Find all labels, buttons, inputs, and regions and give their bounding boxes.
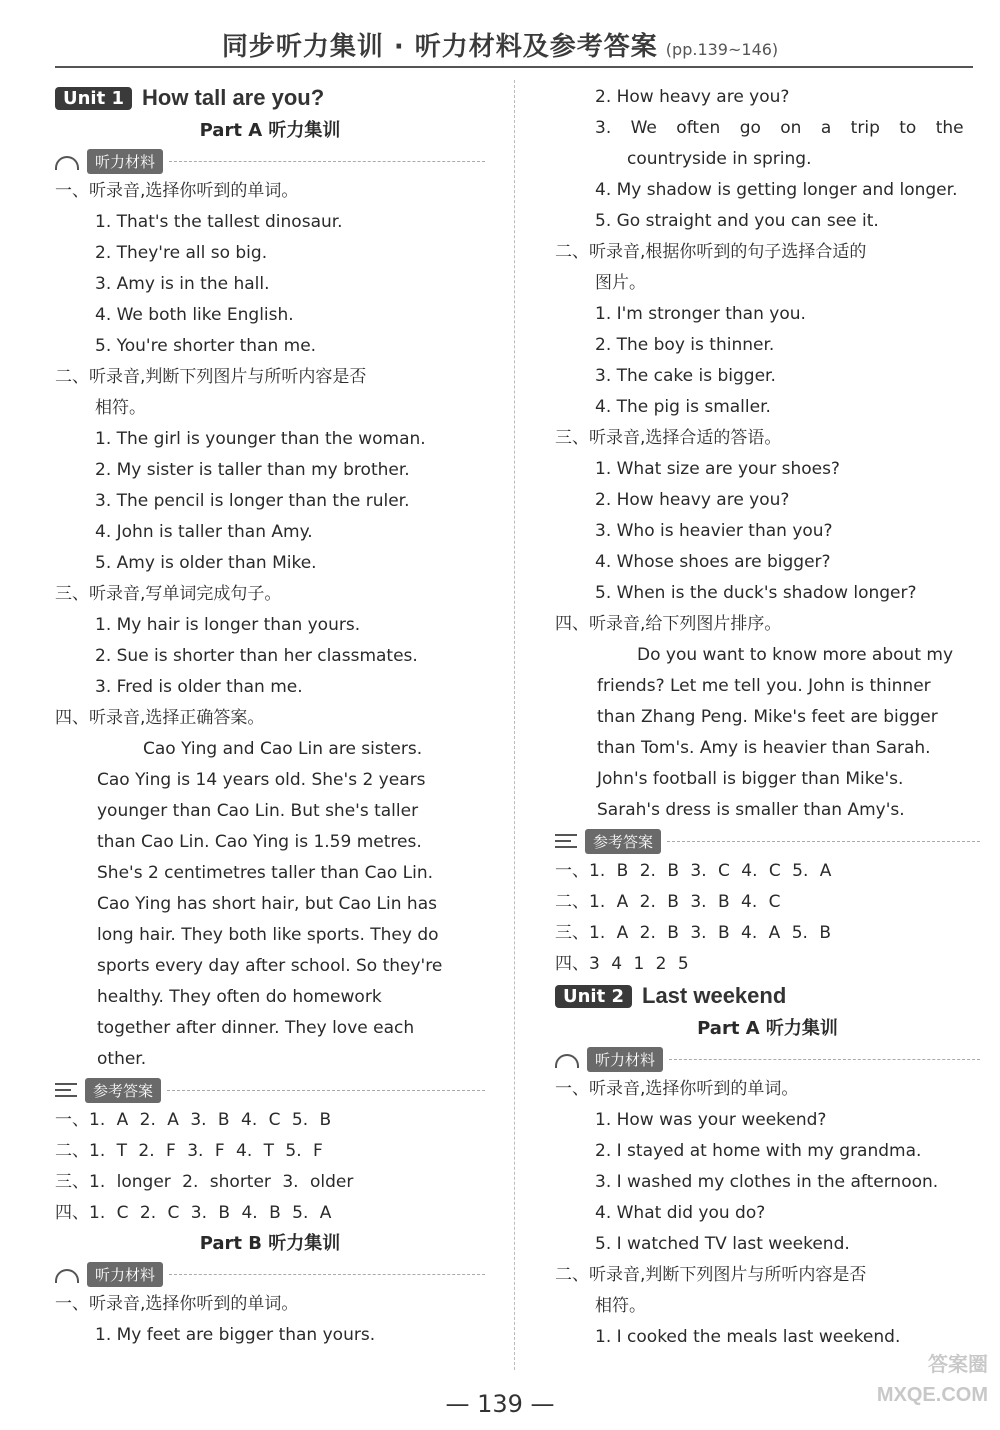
list-item: 1. That's the tallest dinosaur. [95, 212, 343, 232]
passage-line: younger than Cao Lin. But she's taller [97, 801, 419, 821]
material-tag-label: 听力材料 [87, 149, 163, 174]
list-item: 4. Whose shoes are bigger? [595, 552, 831, 572]
answer-row: 二、1. A 2. B 3. B 4. C [555, 892, 781, 912]
passage-line: Do you want to know more about my [637, 645, 954, 665]
answer-row: 二、1. T 2. F 3. F 4. T 5. F [55, 1141, 323, 1161]
passage-line: Cao Ying is 14 years old. She's 2 years [97, 770, 426, 790]
material-tag [55, 146, 485, 176]
headphones-icon [55, 156, 79, 170]
list-item: 3. Who is heavier than you? [595, 521, 833, 541]
list-item: 5. Go straight and you can see it. [595, 211, 879, 231]
unit1-heading [55, 82, 485, 114]
material-tag-label: 听力材料 [587, 1047, 663, 1072]
list-item: 5. When is the duck's shadow longer? [595, 583, 917, 603]
list-item: 2. Sue is shorter than her classmates. [95, 646, 418, 666]
material-tag-label: 听力材料 [87, 1262, 163, 1287]
question-heading: 四、听录音,给下列图片排序。 [555, 614, 782, 634]
passage-line: sports every day after school. So they're [97, 956, 443, 976]
page-number: — 139 — [445, 1390, 555, 1418]
list-item: 2. How heavy are you? [595, 490, 790, 510]
passage-line: Sarah's dress is smaller than Amy's. [597, 800, 905, 820]
list-item: 2. I stayed at home with my grandma. [595, 1141, 922, 1161]
unit1-part-a-title: Part A 听力集训 [199, 120, 341, 141]
list-item: 4. My shadow is getting longer and longer. [595, 180, 958, 200]
unit2-part-a-title: Part A 听力集训 [697, 1018, 838, 1039]
left-column [55, 82, 485, 1351]
answer-row: 三、1. longer 2. shorter 3. older [55, 1172, 354, 1192]
list-item-cont: countryside in spring. [627, 149, 812, 169]
passage-line: than Tom's. Amy is heavier than Sarah. [597, 738, 931, 758]
list-item: 1. I'm stronger than you. [595, 304, 806, 324]
list-item: 2. How heavy are you? [595, 87, 790, 107]
answer-row: 一、1. A 2. A 3. B 4. C 5. B [55, 1110, 332, 1130]
unit2-title: Last weekend [642, 983, 787, 1008]
unit1-title: How tall are you? [142, 85, 325, 110]
passage-line: Cao Ying has short hair, but Cao Lin has [97, 894, 437, 914]
question-heading: 三、听录音,选择合适的答语。 [555, 428, 782, 448]
passage-line: than Zhang Peng. Mike's feet are bigger [597, 707, 938, 727]
question-heading-cont: 图片。 [595, 273, 646, 293]
headphones-icon [55, 1269, 79, 1283]
list-item: 2. The boy is thinner. [595, 335, 775, 355]
question-heading: 三、听录音,写单词完成句子。 [55, 584, 282, 604]
answer-tag [555, 826, 980, 856]
unit2-badge: Unit 2 [555, 985, 632, 1008]
question-heading: 二、听录音,判断下列图片与所听内容是否 [55, 367, 367, 387]
column-divider [514, 80, 515, 1370]
list-item: 3. The cake is bigger. [595, 366, 776, 386]
passage-line: together after dinner. They love each [97, 1018, 415, 1038]
list-icon [55, 1083, 77, 1097]
answer-row: 四、1. C 2. C 3. B 4. B 5. A [55, 1203, 332, 1223]
list-item: 2. My sister is taller than my brother. [95, 460, 410, 480]
material-tag [555, 1044, 980, 1074]
list-item: 3. Amy is in the hall. [95, 274, 270, 294]
answer-tag-label: 参考答案 [585, 829, 661, 854]
header-title: 同步听力集训 · 听力材料及参考答案 [221, 32, 658, 62]
list-item: 5. I watched TV last weekend. [595, 1234, 850, 1254]
list-item: 1. What size are your shoes? [595, 459, 840, 479]
material-tag [55, 1259, 485, 1289]
right-column [555, 82, 980, 1353]
header-rule [55, 66, 973, 68]
unit2-heading [555, 980, 980, 1012]
question-heading: 一、听录音,选择你听到的单词。 [55, 181, 299, 201]
answer-tag [55, 1075, 485, 1105]
passage-line: long hair. They both like sports. They do [97, 925, 439, 945]
unit1-badge: Unit 1 [55, 87, 132, 110]
list-item: 4. We both like English. [95, 305, 294, 325]
list-item: 1. I cooked the meals last weekend. [595, 1327, 901, 1347]
question-heading: 四、听录音,选择正确答案。 [55, 708, 265, 728]
list-icon [555, 834, 577, 848]
question-heading: 一、听录音,选择你听到的单词。 [555, 1079, 799, 1099]
question-heading-cont: 相符。 [95, 398, 146, 418]
list-item: 1. My feet are bigger than yours. [95, 1325, 376, 1345]
answer-row: 三、1. A 2. B 3. B 4. A 5. B [555, 923, 831, 943]
list-item: 1. My hair is longer than yours. [95, 615, 361, 635]
list-item: 3. Fred is older than me. [95, 677, 303, 697]
question-heading: 二、听录音,判断下列图片与所听内容是否 [555, 1265, 867, 1285]
answer-row: 四、3 4 1 2 5 [555, 954, 689, 974]
header-pages: (pp.139~146) [665, 40, 779, 59]
passage-line: Cao Ying and Cao Lin are sisters. [143, 739, 423, 759]
passage-line: healthy. They often do homework [97, 987, 382, 1007]
list-item: 3. The pencil is longer than the ruler. [95, 491, 410, 511]
list-item: 3. I washed my clothes in the afternoon. [595, 1172, 939, 1192]
list-item: 1. How was your weekend? [595, 1110, 827, 1130]
question-heading-cont: 相符。 [595, 1296, 646, 1316]
list-item: 1. The girl is younger than the woman. [95, 429, 426, 449]
passage-line: John's football is bigger than Mike's. [597, 769, 904, 789]
watermark-logo: 答案圈 MXQE.COM [876, 1354, 988, 1406]
question-heading: 二、听录音,根据你听到的句子选择合适的 [555, 242, 867, 262]
list-item: 5. Amy is older than Mike. [95, 553, 317, 573]
list-item: 3. We often go on a trip to the [595, 118, 964, 138]
list-item: 4. The pig is smaller. [595, 397, 771, 417]
unit1-part-b-title: Part B 听力集训 [199, 1233, 341, 1254]
list-item: 4. What did you do? [595, 1203, 766, 1223]
page-header [0, 26, 1000, 63]
question-heading: 一、听录音,选择你听到的单词。 [55, 1294, 299, 1314]
list-item: 5. You're shorter than me. [95, 336, 317, 356]
list-item: 2. They're all so big. [95, 243, 268, 263]
passage-line: other. [97, 1049, 147, 1069]
passage-line: She's 2 centimetres taller than Cao Lin. [97, 863, 434, 883]
list-item: 4. John is taller than Amy. [95, 522, 313, 542]
answer-tag-label: 参考答案 [85, 1078, 161, 1103]
passage-line: than Cao Lin. Cao Ying is 1.59 metres. [97, 832, 422, 852]
headphones-icon [555, 1054, 579, 1068]
passage-line: friends? Let me tell you. John is thinner [597, 676, 931, 696]
answer-row: 一、1. B 2. B 3. C 4. C 5. A [555, 861, 832, 881]
